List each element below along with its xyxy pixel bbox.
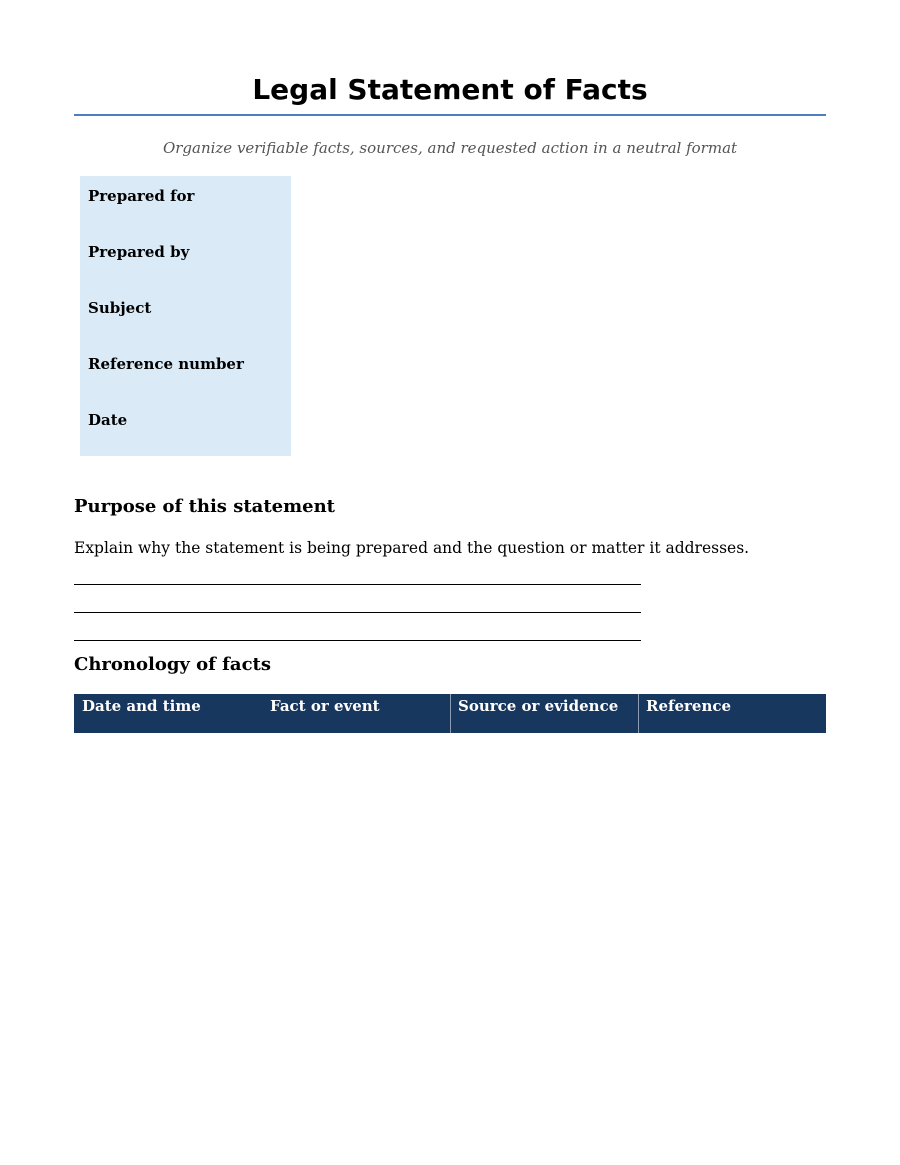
column-header-source-or-evidence: Source or evidence [458, 697, 619, 715]
purpose-instruction: Explain why the statement is being prepared and the question or matter it addresses. [74, 539, 750, 557]
chronology-table-header [74, 694, 826, 733]
fill-in-line-3[interactable] [74, 640, 641, 641]
column-header-reference: Reference [646, 697, 732, 715]
header-info-box [80, 176, 291, 456]
fill-in-line-1[interactable] [74, 584, 641, 585]
info-label-date: Date [88, 411, 128, 429]
info-label-reference-number: Reference number [88, 355, 244, 373]
title-divider [74, 114, 826, 116]
purpose-heading: Purpose of this statement [74, 496, 335, 517]
column-header-fact-or-event: Fact or event [270, 697, 380, 715]
chronology-heading: Chronology of facts [74, 654, 271, 675]
info-label-prepared-for: Prepared for [88, 187, 195, 205]
column-header-date-and-time: Date and time [82, 697, 201, 715]
document-subtitle: Organize verifiable facts, sources, and requested action in a neutral format [162, 139, 738, 157]
document-title: Legal Statement of Facts [252, 73, 648, 106]
info-label-prepared-by: Prepared by [88, 243, 190, 261]
info-label-subject: Subject [88, 299, 152, 317]
fill-in-line-2[interactable] [74, 612, 641, 613]
